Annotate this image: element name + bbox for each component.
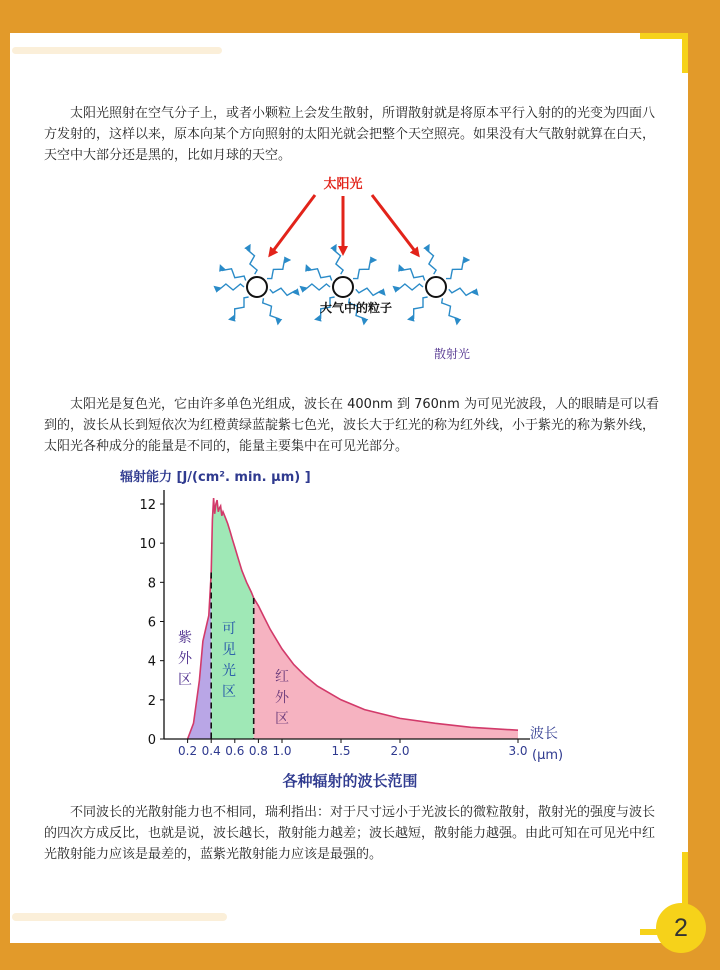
region-area bbox=[254, 598, 518, 739]
y-tick-label: 12 bbox=[139, 498, 156, 513]
x-tick-label: 0.6 bbox=[225, 744, 245, 758]
chart-xunit: (μm) bbox=[532, 748, 564, 763]
y-tick-label: 4 bbox=[147, 654, 156, 670]
x-tick-label: 0.2 bbox=[178, 744, 198, 758]
region-label: 红外区 bbox=[275, 669, 289, 727]
x-tick-label: 1.5 bbox=[331, 744, 351, 758]
y-tick-label: 0 bbox=[147, 733, 156, 748]
x-tick-label: 2.0 bbox=[390, 744, 410, 758]
y-tick-label: 6 bbox=[147, 615, 156, 631]
y-axis-ticks bbox=[139, 498, 164, 748]
x-tick-label: 0.8 bbox=[248, 744, 268, 758]
scattered-light-label: 散射光 bbox=[433, 347, 471, 361]
y-tick-label: 10 bbox=[139, 537, 156, 553]
chart-title: 各种辐射的波长范围 bbox=[282, 772, 418, 790]
x-tick-label: 0.4 bbox=[201, 744, 221, 758]
sunlight-label: 太阳光 bbox=[323, 177, 363, 192]
x-tick-label: 1.0 bbox=[272, 744, 292, 758]
region-label: 可见光区 bbox=[222, 621, 236, 700]
region-label: 紫外区 bbox=[178, 630, 192, 688]
chart-xlabel: 波长 bbox=[530, 726, 558, 742]
x-tick-label: 3.0 bbox=[508, 744, 528, 758]
x-axis-ticks bbox=[178, 739, 527, 758]
paragraph-1: 太阳光照射在空气分子上，或者小颗粒上会发生散射，所谓散射就是将原本平行入射的的光变为四面八方发射的，这样以来，原本向某个方向照射的太阳光就会把整个天空照亮。如果没有大气散射就算在白天，天空中大部分还是黑的，比如月球的天空。 bbox=[44, 106, 656, 163]
particles-label: 大气中的粒子 bbox=[319, 301, 393, 315]
paragraph-3: 不同波长的光散射能力也不相同，瑞利指出：对于尺寸远小于光波长的微粒散射，散射光的强度与波长的四次方成反比，也就是说，波长越长，散射能力越差；波长越短，散射能力越强。由此可知在可见光中红光散射能力应该是最差的，蓝紫光散射能力应该是最强的。 bbox=[44, 805, 656, 862]
y-tick-label: 2 bbox=[147, 693, 156, 709]
region-area bbox=[211, 498, 254, 739]
paragraph-2: 太阳光是复色光，它由许多单色光组成，波长在 400nm 到 760nm 为可见光波段，人的眼睛是可以看到的，波长从长到短依次为红橙黄绿蓝靛紫七色光，波长大于红光的称为红外线，小于紫光的称为紫外线，太阳光各种成分的能量是不同的，能量主要集中在可见光部分。 bbox=[44, 397, 659, 454]
chart-regions bbox=[188, 498, 518, 739]
chart-ylabel: 辐射能力 [J/(cm². min. μm) ] bbox=[120, 470, 311, 485]
y-tick-label: 8 bbox=[147, 576, 156, 592]
page-number-badge: 2 bbox=[656, 903, 706, 953]
